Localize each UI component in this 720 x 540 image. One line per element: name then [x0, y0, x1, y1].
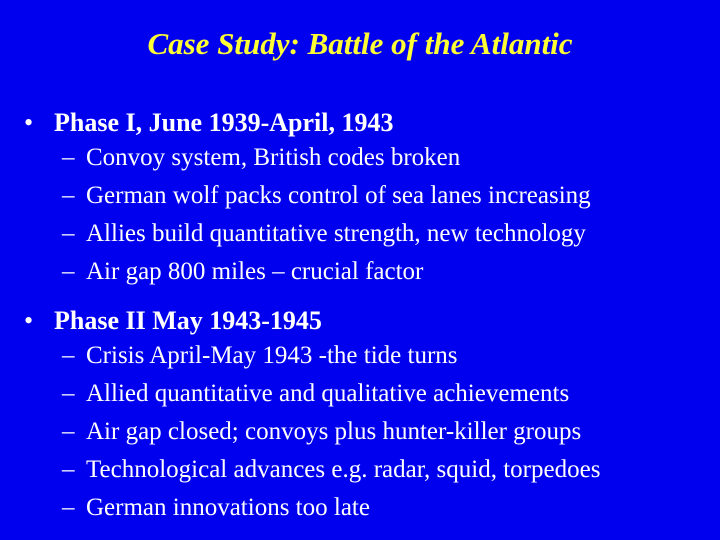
list-item-text: German wolf packs control of sea lanes increasing: [86, 182, 591, 209]
list-item-text: Convoy system, British codes broken: [86, 144, 461, 171]
dash-icon: –: [62, 342, 75, 369]
dash-icon: –: [62, 380, 75, 407]
dash-icon: –: [62, 182, 75, 209]
dash-icon: –: [62, 418, 75, 445]
phase-1-heading: Phase I, June 1939-April, 1943: [54, 108, 394, 137]
list-item-text: Crisis April-May 1943 -the tide turns: [86, 342, 458, 369]
list-item-text: Air gap 800 miles – crucial factor: [86, 258, 424, 285]
list-item-text: German innovations too late: [86, 494, 370, 521]
list-item: [24, 144, 714, 182]
dash-icon: –: [62, 144, 75, 171]
list-item-text: Allied quantitative and qualitative achievements: [86, 380, 570, 407]
list-item: [24, 258, 714, 296]
list-item-text: Technological advances e.g. radar, squid, torpedoes: [86, 456, 601, 483]
list-item: [24, 418, 714, 456]
slide-title: Case Study: Battle of the Atlantic: [147, 26, 573, 61]
list-item: [24, 220, 714, 258]
list-item: [24, 342, 714, 380]
list-item: [24, 494, 714, 532]
list-item: [24, 456, 714, 494]
bullet-icon: •: [24, 306, 34, 335]
dash-icon: –: [62, 456, 75, 483]
list-item-text: Allies build quantitative strength, new technology: [86, 220, 586, 247]
dash-icon: –: [62, 494, 75, 521]
slide-body: [24, 108, 714, 532]
phase-2: [24, 306, 714, 532]
phase-2-heading: Phase II May 1943-1945: [54, 306, 322, 335]
dash-icon: –: [62, 220, 75, 247]
dash-icon: –: [62, 258, 75, 285]
phase-2-heading-row: [24, 306, 714, 342]
list-item: [24, 380, 714, 418]
list-item: [24, 182, 714, 220]
phase-1: [24, 108, 714, 296]
phase-1-heading-row: [24, 108, 714, 144]
list-item-text: Air gap closed; convoys plus hunter-killer groups: [86, 418, 582, 445]
bullet-icon: •: [24, 108, 34, 137]
